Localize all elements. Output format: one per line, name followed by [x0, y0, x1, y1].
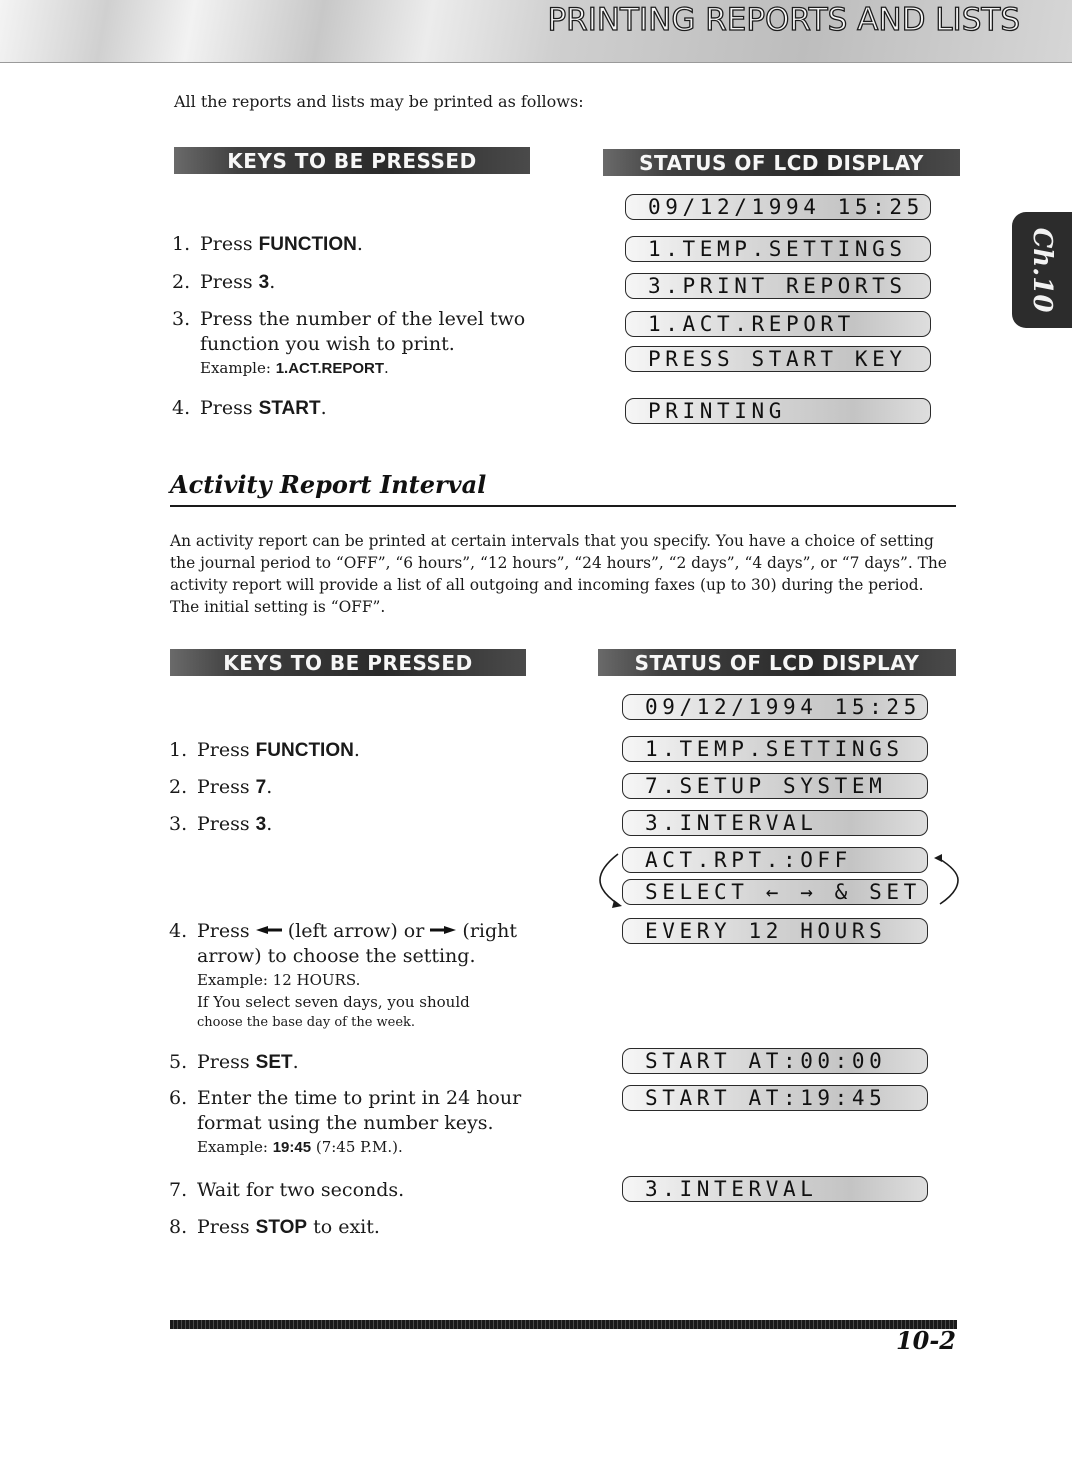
- lcd-header: STATUS OF LCD DISPLAY: [598, 649, 956, 676]
- step-3: 3. Press 3.: [169, 813, 273, 835]
- step-1: 1. Press FUNCTION.: [172, 233, 363, 255]
- section-divider: [170, 505, 956, 507]
- lcd-line: SELECT ← → & SET: [622, 879, 928, 905]
- lcd-line: START AT:19:45: [622, 1085, 928, 1111]
- alternating-bracket-right-icon: [930, 850, 964, 910]
- step-4: 4. Press START.: [172, 397, 327, 419]
- lcd-line: 7.SETUP SYSTEM: [622, 773, 928, 799]
- lcd-line: ACT.RPT.:OFF: [622, 847, 928, 873]
- lcd-line: PRINTING: [625, 398, 931, 424]
- chapter-tab-label: Ch.10: [1027, 227, 1057, 313]
- step-1: 1. Press FUNCTION.: [169, 739, 360, 761]
- description-paragraph: An activity report can be printed at certain intervals that you specify. You have a choice of setting the journal period to “OFF”, “6 hours”, “12 hours”, “24 hours”, “2 days”, “4 days”, or “7 days”. The activity report will provide a list of all outgoing and incoming faxes (up to 30) during the period. The initial setting is “OFF”.: [170, 532, 947, 616]
- section-heading: Activity Report Interval: [170, 470, 487, 499]
- lcd-line: 1.ACT.REPORT: [625, 311, 931, 337]
- step-2: 2. Press 7.: [169, 776, 273, 798]
- step-3: 3. Press the number of the level two function you wish to print. Example: 1.ACT.REPORT.: [172, 308, 526, 377]
- page-title: PRINTING REPORTS AND LISTS: [547, 2, 1020, 38]
- intro-text: All the reports and lists may be printed as follows:: [174, 92, 584, 111]
- lcd-header: STATUS OF LCD DISPLAY: [603, 149, 960, 176]
- lcd-line: START AT:00:00: [622, 1048, 928, 1074]
- lcd-line: 1.TEMP.SETTINGS: [622, 736, 928, 762]
- keys-header: KEYS TO BE PRESSED: [170, 649, 526, 676]
- lcd-line: EVERY 12 HOURS: [622, 918, 928, 944]
- right-arrow-icon: [430, 926, 456, 934]
- keys-header: KEYS TO BE PRESSED: [174, 147, 530, 174]
- lcd-line: 3.PRINT REPORTS: [625, 273, 931, 299]
- chapter-tab: [1012, 212, 1072, 328]
- lcd-line: 3.INTERVAL: [622, 1176, 928, 1202]
- page-number: 10-2: [895, 1326, 956, 1355]
- lcd-line: 1.TEMP.SETTINGS: [625, 236, 931, 262]
- step-4: 4. Press (left arrow) or (right arrow) to choose the setting. Example: 12 HOURS. If You select seven days, you should choose the base day of the week.: [169, 920, 518, 1030]
- step-5: 5. Press SET.: [169, 1051, 299, 1073]
- left-arrow-icon: [256, 926, 282, 934]
- lcd-line: 09/12/1994 15:25: [625, 194, 931, 220]
- step-8: 8. Press STOP to exit.: [169, 1216, 380, 1238]
- lcd-line: PRESS START KEY: [625, 346, 931, 372]
- footer-rule: [170, 1320, 957, 1329]
- lcd-line: 3.INTERVAL: [622, 810, 928, 836]
- alternating-bracket-left-icon: [594, 850, 624, 910]
- step-2: 2. Press 3.: [172, 271, 276, 293]
- step-7: 7. Wait for two seconds.: [169, 1179, 405, 1201]
- lcd-line: 09/12/1994 15:25: [622, 694, 928, 720]
- step-6: 6. Enter the time to print in 24 hour format using the number keys. Example: 19:45 (7:45 P.M.).: [169, 1087, 522, 1156]
